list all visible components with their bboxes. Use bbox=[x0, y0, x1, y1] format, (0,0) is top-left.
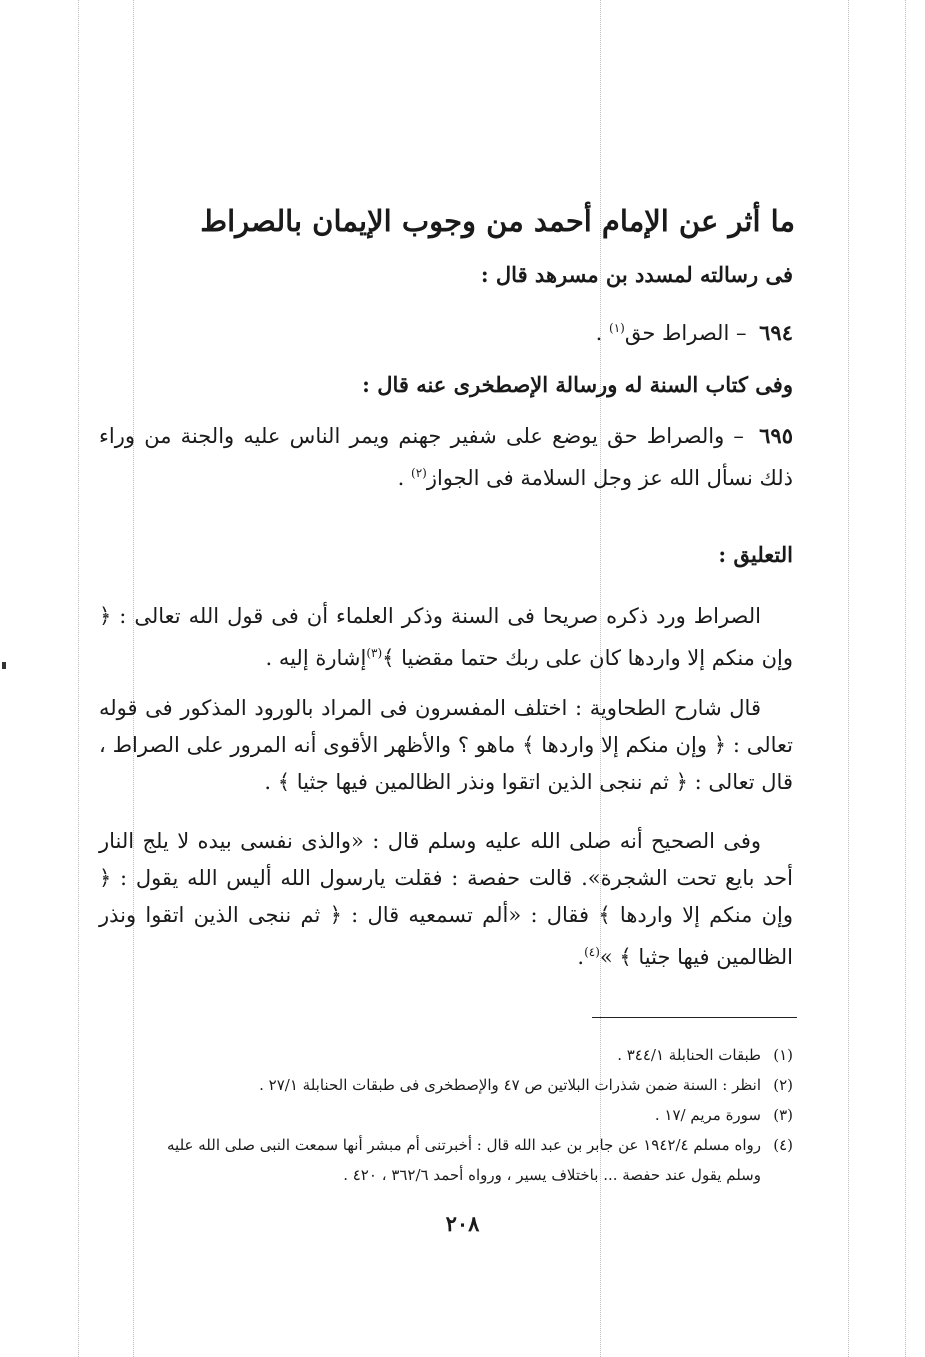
margin-guide-line bbox=[78, 0, 79, 1357]
footnote-ref: (٢) bbox=[411, 466, 427, 480]
footnote-text: طبقات الحنابلة ٣٤٤/١ . bbox=[617, 1046, 761, 1064]
paragraph-end: إشارة إليه . bbox=[265, 646, 367, 670]
margin-mark bbox=[2, 662, 6, 669]
footnote-text: انظر : السنة ضمن شذرات البلاتين ص ٤٧ والإصطخرى فى طبقات الحنابلة ٢٧/١ . bbox=[259, 1076, 761, 1094]
footnote-separator bbox=[592, 1017, 797, 1018]
item-number: ٦٩٥ bbox=[759, 423, 793, 448]
footnote-ref: (١) bbox=[609, 321, 625, 335]
paragraph-text: قال شارح الطحاوية : اختلف المفسرون فى المراد بالورود المذكور فى قوله تعالى : ﴿ وإن منكم إلا واردها ﴾ ماهو ؟ والأظهر الأقوى أنه المرور على الصراط ، قال تعالى : ﴿ ثم ننجى الذين اتقوا ونذر الظالمين فيها جثيا ﴾ . bbox=[99, 696, 793, 794]
footnote-1 bbox=[99, 1040, 793, 1070]
item-end: . bbox=[595, 321, 609, 345]
footnote-label: (٤) bbox=[773, 1136, 793, 1154]
footnote-ref: (٤) bbox=[584, 945, 600, 959]
footnote-label: (٢) bbox=[773, 1076, 793, 1094]
commentary-paragraph-2 bbox=[99, 690, 793, 801]
page-number: ٢٠٨ bbox=[445, 1211, 480, 1236]
footnote-3 bbox=[99, 1100, 793, 1130]
paragraph-end: . bbox=[577, 945, 585, 969]
commentary-paragraph-1 bbox=[99, 598, 793, 677]
margin-guide-line bbox=[848, 0, 849, 1357]
margin-guide-line bbox=[905, 0, 906, 1357]
footnotes bbox=[99, 1040, 793, 1190]
item-text: – الصراط حق bbox=[624, 321, 747, 345]
page-title: ما أثر عن الإمام أحمد من وجوب الإيمان بالصراط bbox=[200, 204, 795, 238]
footnote-ref: (٣) bbox=[366, 646, 383, 660]
item-694 bbox=[596, 310, 793, 351]
item-number: ٦٩٤ bbox=[759, 320, 793, 345]
commentary-paragraph-3 bbox=[99, 823, 793, 976]
item-text: – والصراط حق يوضع على شفير جهنم ويمر الناس عليه والجنة من وراء ذلك نسأل الله عز وجل السلامة فى الجواز bbox=[99, 424, 793, 490]
footnote-text: سورة مريم /١٧ . bbox=[654, 1106, 761, 1124]
footnote-4 bbox=[99, 1130, 793, 1160]
footnote-label: (٣) bbox=[773, 1106, 793, 1124]
paragraph-text: وفى الصحيح أنه صلى الله عليه وسلم قال : «والذى نفسى بيده لا يلج النار أحد بايع تحت الشجرة». قالت حفصة : فقلت يارسول الله أليس الله يقول : ﴿ وإن منكم إلا واردها ﴾ فقال : «ألم تسمعيه قال : ﴿ ثم ننجى الذين اتقوا ونذر الظالمين فيها جثيا ﴾ » bbox=[99, 829, 793, 969]
item-end: . bbox=[397, 466, 411, 490]
footnote-2 bbox=[99, 1070, 793, 1100]
item-695 bbox=[99, 417, 793, 497]
source-heading-1: فى رسالته لمسدد بن مسرهد قال : bbox=[480, 262, 793, 287]
paragraph-text: الصراط ورد ذكره صريحا فى السنة وذكر العلماء أن فى قول الله تعالى : ﴿ وإن منكم إلا واردها كان على ربك حتما مقضيا ﴾ bbox=[99, 604, 793, 670]
footnote-label: (١) bbox=[773, 1046, 793, 1064]
commentary-heading: التعليق : bbox=[718, 542, 793, 567]
footnote-text: رواه مسلم ١٩٤٢/٤ عن جابر بن عبد الله قال : أخبرتنى أم مبشر أنها سمعت النبى صلى الله عليه bbox=[167, 1136, 761, 1154]
footnote-4-continuation: وسلم يقول عند حفصة ... باختلاف يسير ، ورواه أحمد ٣٦٢/٦ ، ٤٢٠ . bbox=[343, 1166, 761, 1184]
source-heading-2: وفى كتاب السنة له ورسالة الإصطخرى عنه قال : bbox=[362, 372, 793, 397]
